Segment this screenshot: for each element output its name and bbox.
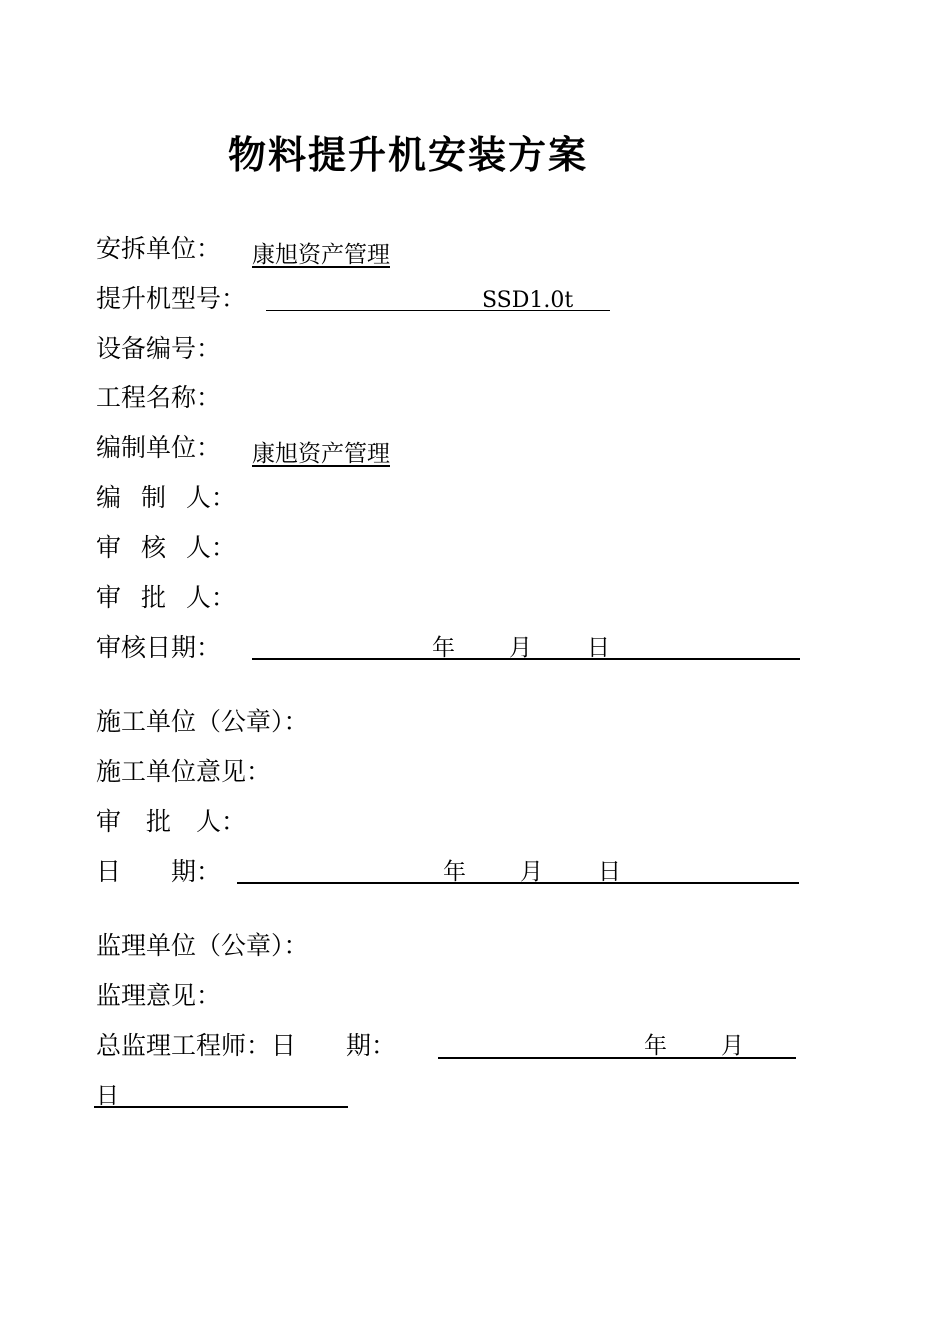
construction-approver-row <box>96 805 246 839</box>
supervision-opinion-label: 监理意见： <box>96 981 222 1010</box>
install-unit-row <box>96 232 221 266</box>
review-date-label: 审核日期： <box>96 633 222 662</box>
hoist-model-value: SSD1.0t <box>482 288 574 313</box>
compile-unit-value: 康旭资产管理 <box>252 441 390 467</box>
install-unit-label: 安拆单位： <box>96 234 222 263</box>
equipment-no-row <box>96 332 221 366</box>
review-date-row <box>96 631 221 665</box>
project-name-label: 工程名称： <box>96 383 222 412</box>
chief-engineer-label: 总监理工程师：日 期： <box>96 1031 397 1060</box>
construction-date-underline <box>237 882 799 884</box>
construction-unit-row <box>96 705 309 739</box>
compiler-row <box>96 481 236 515</box>
construction-unit-label: 施工单位（公章）： <box>96 707 309 736</box>
review-date-day: 日 <box>587 635 610 661</box>
supervision-unit-row <box>96 929 309 963</box>
chief-date-day: 日 <box>96 1083 119 1109</box>
review-date-month: 月 <box>509 635 532 661</box>
approver-label: 审 批 人： <box>96 583 236 612</box>
reviewer-row <box>96 531 236 565</box>
hoist-model-label: 提升机型号： <box>96 284 247 313</box>
equipment-no-label: 设备编号： <box>96 334 222 363</box>
compiler-label: 编 制 人： <box>96 483 236 512</box>
construction-date-label: 日 期： <box>96 857 222 886</box>
approver-row <box>96 581 236 615</box>
construction-date-row <box>96 855 221 889</box>
project-name-row <box>96 381 221 415</box>
construction-date-month: 月 <box>520 859 543 885</box>
install-unit-value: 康旭资产管理 <box>252 242 390 268</box>
review-date-year: 年 <box>432 635 455 661</box>
hoist-model-row <box>96 282 246 316</box>
chief-engineer-row <box>96 1029 396 1063</box>
construction-date-day: 日 <box>598 859 621 885</box>
chief-date-day-underline <box>94 1106 348 1108</box>
supervision-opinion-row <box>96 979 221 1013</box>
chief-date-year: 年 <box>644 1033 667 1059</box>
supervision-unit-label: 监理单位（公章）： <box>96 931 309 960</box>
construction-approver-label: 审 批 人： <box>96 807 247 836</box>
construction-opinion-label: 施工单位意见： <box>96 757 272 786</box>
construction-date-year: 年 <box>443 859 466 885</box>
document-title: 物料提升机安装方案 <box>228 132 589 177</box>
construction-opinion-row <box>96 755 271 789</box>
reviewer-label: 审 核 人： <box>96 533 236 562</box>
compile-unit-row <box>96 431 221 465</box>
compile-unit-label: 编制单位： <box>96 433 222 462</box>
chief-date-month: 月 <box>721 1033 744 1059</box>
